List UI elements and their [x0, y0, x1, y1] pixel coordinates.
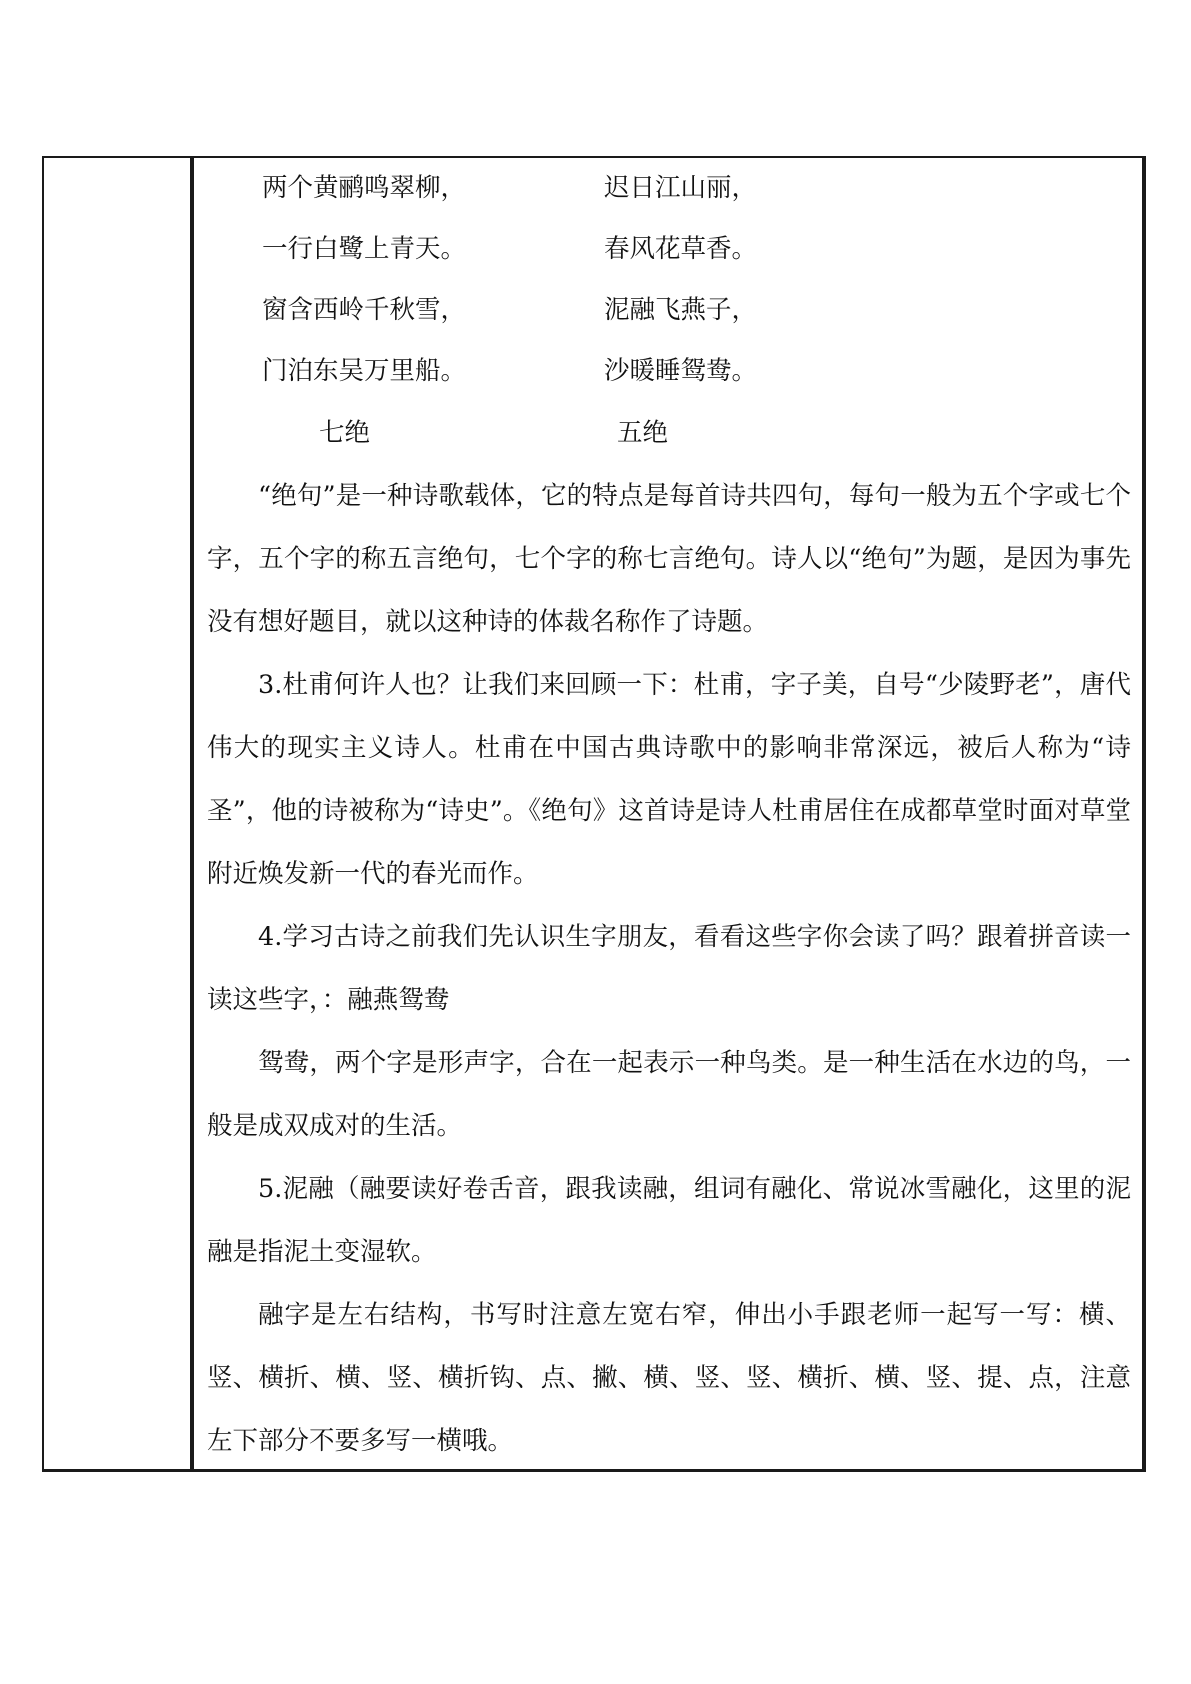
poem-line-row	[207, 158, 1131, 219]
nirong-explanation: 5.泥融（融要读好卷舌音，跟我读融，组词有融化、常说冰雪融化，这里的泥融是指泥土变湿软。	[207, 1174, 1131, 1267]
wujue-line: 春风花草香。	[604, 234, 758, 264]
poem-line-row	[207, 341, 1131, 402]
rong-writing-guide: 融字是左右结构，书写时注意左宽右窄，伸出小手跟老师一起写一写：横、竖、横折、横、竖、横折钩、点、撇、横、竖、竖、横折、横、竖、提、点，注意左下部分不要多写一横哦。	[207, 1300, 1131, 1456]
qijue-label: 七绝	[319, 418, 371, 448]
lesson-content	[207, 158, 1131, 1473]
qijue-line: 两个黄鹂鸣翠柳，	[262, 173, 467, 203]
wujue-line: 泥融飞燕子，	[604, 295, 758, 325]
wujue-label: 五绝	[617, 418, 669, 448]
yuanyang-explanation: 鸳鸯，两个字是形声字，合在一起表示一种鸟类。是一种生活在水边的鸟，一般是成双成对的生活。	[207, 1048, 1131, 1141]
new-characters-intro: 4.学习古诗之前我们先认识生字朋友，看看这些字你会读了吗？跟着拼音读一读这些字，：融燕鸳鸯	[207, 922, 1131, 1015]
qijue-line: 一行白鹭上青天。	[262, 234, 467, 264]
table-right-border	[1142, 158, 1146, 1470]
wujue-line: 迟日江山丽，	[604, 173, 758, 203]
qijue-line: 窗含西岭千秋雪，	[262, 295, 467, 325]
poem-comparison	[207, 158, 1131, 465]
poem-form-labels	[207, 402, 1131, 465]
poem-line-row	[207, 219, 1131, 280]
table-left-column	[44, 158, 194, 1470]
poem-line-row	[207, 280, 1131, 341]
qijue-line: 门泊东吴万里船。	[262, 356, 467, 386]
wujue-line: 沙暖睡鸳鸯。	[604, 356, 758, 386]
dufu-introduction: 3.杜甫何许人也？让我们来回顾一下：杜甫，字子美，自号“少陵野老”，唐代伟大的现实主义诗人。杜甫在中国古典诗歌中的影响非常深远，被后人称为“诗圣”，他的诗被称为“诗史”。《绝句》这首诗是诗人杜甫居住在成都草堂时面对草堂附近焕发新一代的春光而作。	[207, 670, 1131, 889]
jueju-explanation: “绝句”是一种诗歌载体，它的特点是每首诗共四句，每句一般为五个字或七个字，五个字的称五言绝句，七个字的称七言绝句。诗人以“绝句”为题，是因为事先没有想好题目，就以这种诗的体裁名称作了诗题。	[207, 481, 1131, 637]
